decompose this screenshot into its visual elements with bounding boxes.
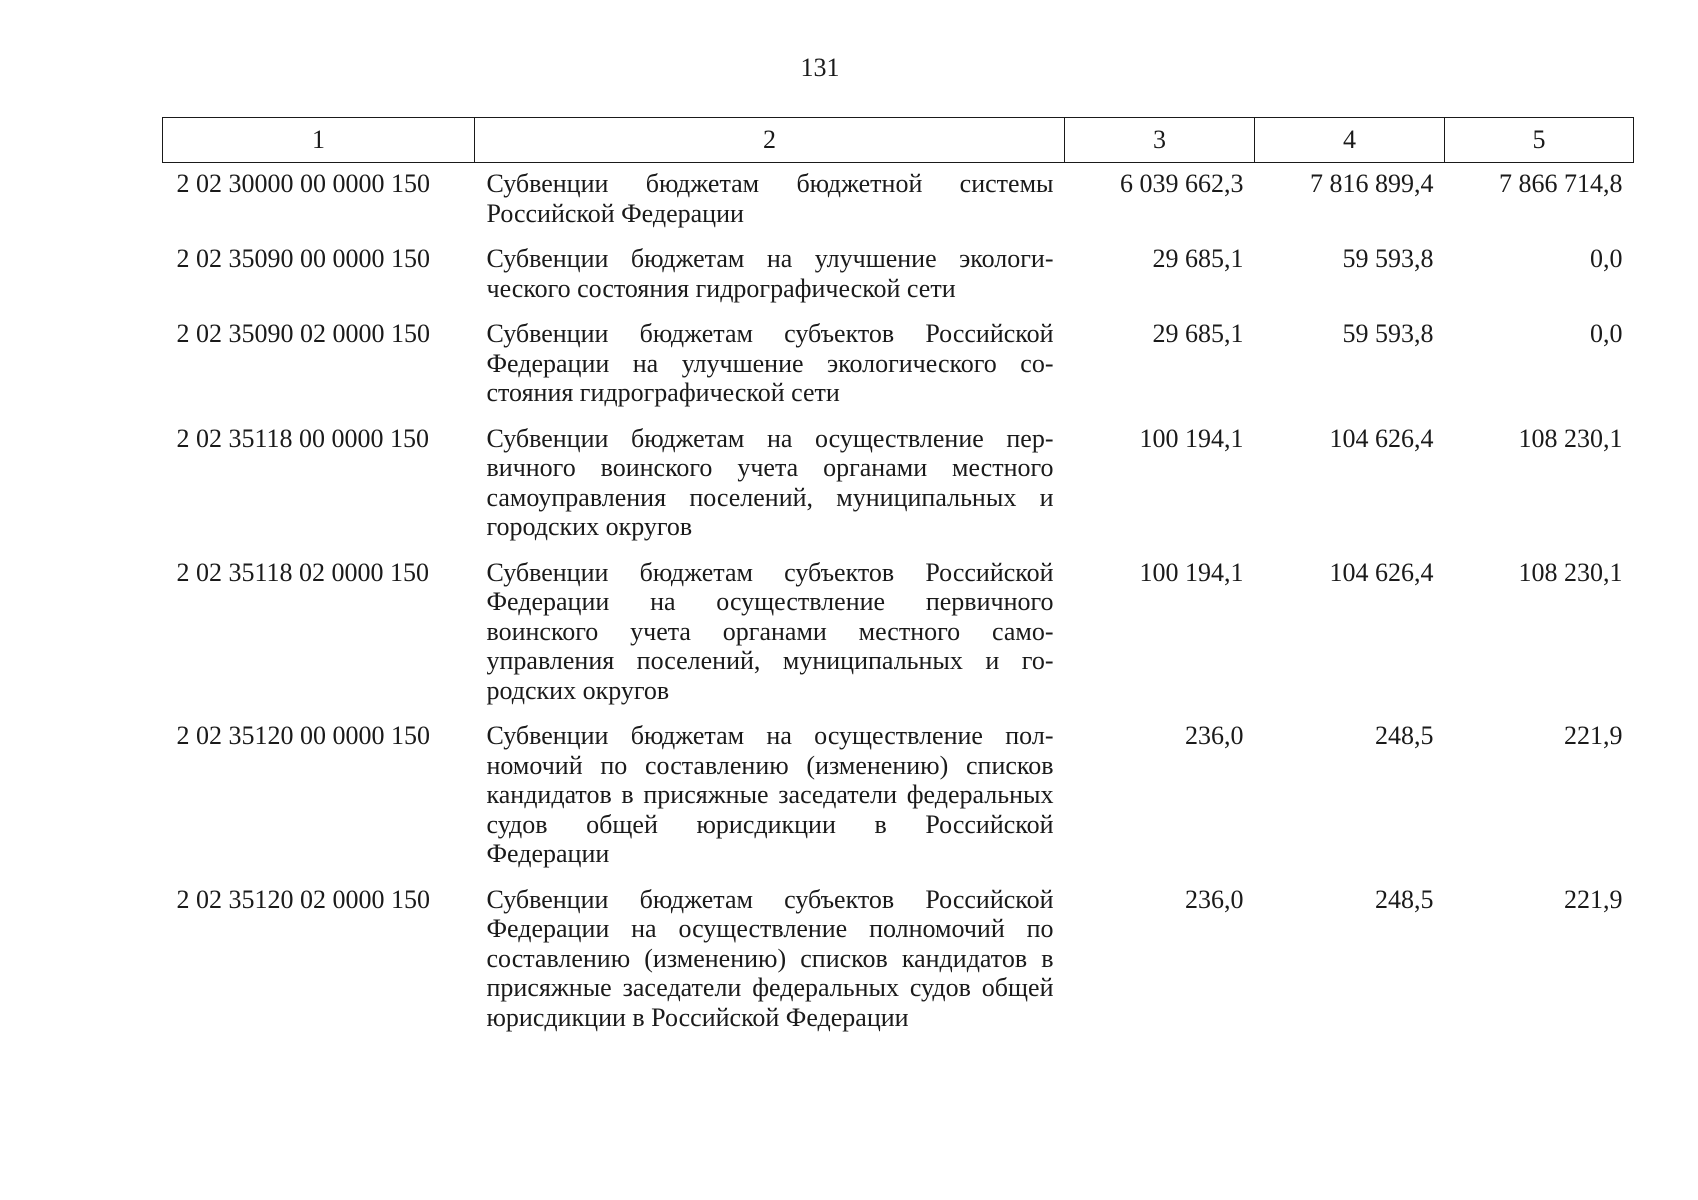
- budget-code: 2 02 35118 02 0000 150: [176, 557, 430, 587]
- value-col-4: 59 593,8: [1342, 244, 1434, 273]
- value-col-4: 104 626,4: [1329, 423, 1434, 453]
- row-description: Субвенции бюджетам на осуществление первичного воинского учета органами местного самоуправления поселений, муниципальных и городских округов: [486, 423, 1054, 541]
- value-col-3: 100 194,1: [1139, 557, 1244, 587]
- value-col-4: 248,5: [1375, 884, 1434, 914]
- table-header-row: [163, 118, 1634, 163]
- budget-code: 2 02 30000 00 0000 150: [176, 169, 430, 198]
- value-col-4: 7 816 899,4: [1310, 169, 1434, 198]
- value-col-5: 0,0: [1590, 319, 1623, 348]
- row-description: Субвенции бюджетам на осуществление полномочий по составлению (изменению) списков кандидатов в присяжные заседатели федеральных судов общей юрисдикции в Российской Федерации: [486, 721, 1054, 868]
- row-description: Субвенции бюджетам субъектов Российской Федерации на осуществление полномочий по составлению (изменению) списков кандидатов в присяжные заседатели федеральных судов общей юрисдикции в Российской Федерации: [486, 884, 1054, 1032]
- value-col-3: 100 194,1: [1139, 423, 1244, 453]
- table-row: [163, 232, 1634, 307]
- value-col-3: 29 685,1: [1152, 319, 1244, 348]
- budget-code: 2 02 35120 02 0000 150: [176, 884, 430, 914]
- value-col-3: 29 685,1: [1152, 244, 1244, 273]
- value-col-3: 6 039 662,3: [1120, 169, 1244, 198]
- budget-code: 2 02 35120 00 0000 150: [176, 721, 430, 750]
- table-row: [163, 163, 1634, 233]
- budget-code: 2 02 35118 00 0000 150: [176, 423, 430, 453]
- value-col-5: 108 230,1: [1518, 423, 1623, 453]
- column-header-5: 5: [1445, 118, 1634, 163]
- row-description: Субвенции бюджетам бюджетной системы Российской Федерации: [486, 169, 1054, 228]
- row-description: Субвенции бюджетам субъектов Российской Федерации на осуществление первичного воинского учета органами местного самоуправления поселений, муниципальных и городских округов: [486, 557, 1054, 705]
- table-row: [163, 709, 1634, 873]
- row-description: Субвенции бюджетам субъектов Российской Федерации на улучшение экологического состояния гидрографической сети: [486, 319, 1054, 407]
- value-col-3: 236,0: [1185, 721, 1244, 750]
- value-col-5: 0,0: [1590, 244, 1623, 273]
- value-col-5: 7 866 714,8: [1499, 169, 1623, 198]
- value-col-4: 59 593,8: [1342, 319, 1434, 348]
- value-col-3: 236,0: [1185, 884, 1244, 914]
- table-row: [163, 412, 1634, 546]
- column-header-4: 4: [1255, 118, 1445, 163]
- value-col-5: 221,9: [1564, 884, 1623, 914]
- page-number: 131: [800, 53, 840, 82]
- value-col-5: 108 230,1: [1518, 557, 1623, 587]
- table-row: [163, 546, 1634, 710]
- column-header-3: 3: [1065, 118, 1255, 163]
- table-row: [163, 873, 1634, 1037]
- budget-code: 2 02 35090 00 0000 150: [176, 244, 430, 273]
- table-row: [163, 307, 1634, 412]
- value-col-4: 248,5: [1375, 721, 1434, 750]
- budget-code: 2 02 35090 02 0000 150: [176, 319, 430, 348]
- value-col-5: 221,9: [1564, 721, 1623, 750]
- budget-table: [162, 117, 1634, 1036]
- value-col-4: 104 626,4: [1329, 557, 1434, 587]
- row-description: Субвенции бюджетам на улучшение экологического состояния гидрографической сети: [486, 244, 1054, 303]
- column-header-1: 1: [163, 118, 475, 163]
- column-header-2: 2: [475, 118, 1065, 163]
